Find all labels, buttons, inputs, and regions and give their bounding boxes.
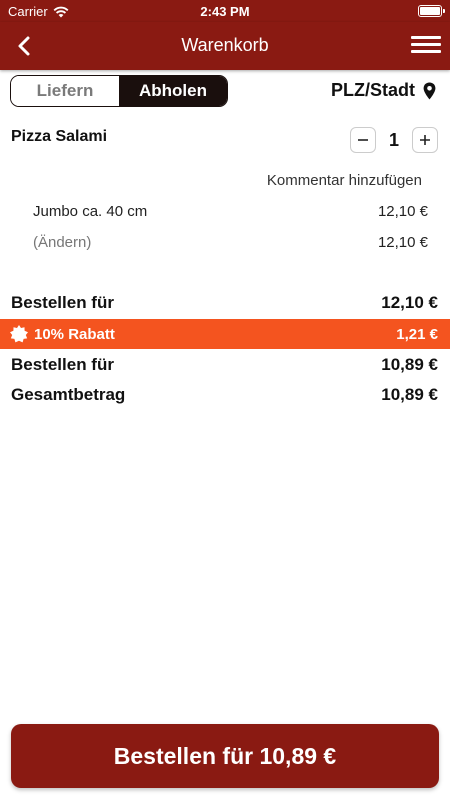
change-item-link[interactable]: (Ändern) (33, 234, 92, 251)
item-change-row (33, 234, 428, 251)
minus-icon (357, 134, 369, 146)
decrease-quantity-button[interactable] (350, 127, 376, 153)
after-discount-label: Bestellen für (11, 355, 114, 374)
discount-row (0, 319, 450, 349)
location-selector[interactable] (331, 80, 436, 101)
delivery-mode-toggle (10, 75, 228, 107)
quantity-stepper (350, 127, 438, 153)
battery-icon (418, 5, 442, 17)
subtotal-row (11, 288, 438, 318)
item-size-label: Jumbo ca. 40 cm (33, 203, 148, 220)
status-time: 2:43 PM (200, 4, 250, 19)
page-title: Warenkorb (181, 35, 269, 55)
map-pin-icon (423, 82, 436, 100)
discount-label: 10% Rabatt (34, 325, 115, 343)
status-bar (0, 0, 450, 22)
item-change-price: 12,10 € (377, 234, 428, 251)
subtotal-value: 12,10 € (381, 293, 438, 312)
increase-quantity-button[interactable] (412, 127, 438, 153)
total-label: Gesamtbetrag (11, 385, 126, 404)
item-size-row (33, 203, 428, 220)
after-discount-row (11, 350, 438, 380)
subtotal-label: Bestellen für (11, 293, 114, 312)
location-label: PLZ/Stadt (331, 80, 415, 100)
quantity-value: 1 (388, 129, 399, 150)
discount-badge-icon (10, 325, 28, 343)
place-order-button[interactable]: Bestellen für 10,89 € (11, 724, 439, 788)
total-row (11, 380, 438, 410)
tab-liefern[interactable]: Liefern (11, 76, 119, 106)
total-value: 10,89 € (381, 385, 438, 404)
plus-icon (419, 134, 431, 146)
hamburger-menu-icon[interactable] (410, 32, 442, 60)
discount-value: 1,21 € (396, 325, 438, 343)
carrier-label: Carrier (8, 4, 48, 19)
tab-abholen[interactable]: Abholen (119, 76, 227, 106)
add-comment-link[interactable]: Kommentar hinzufügen (266, 172, 422, 189)
nav-bar (0, 22, 450, 70)
after-discount-value: 10,89 € (381, 355, 438, 374)
item-size-price: 12,10 € (377, 203, 428, 220)
cart-item-name: Pizza Salami (11, 128, 108, 145)
